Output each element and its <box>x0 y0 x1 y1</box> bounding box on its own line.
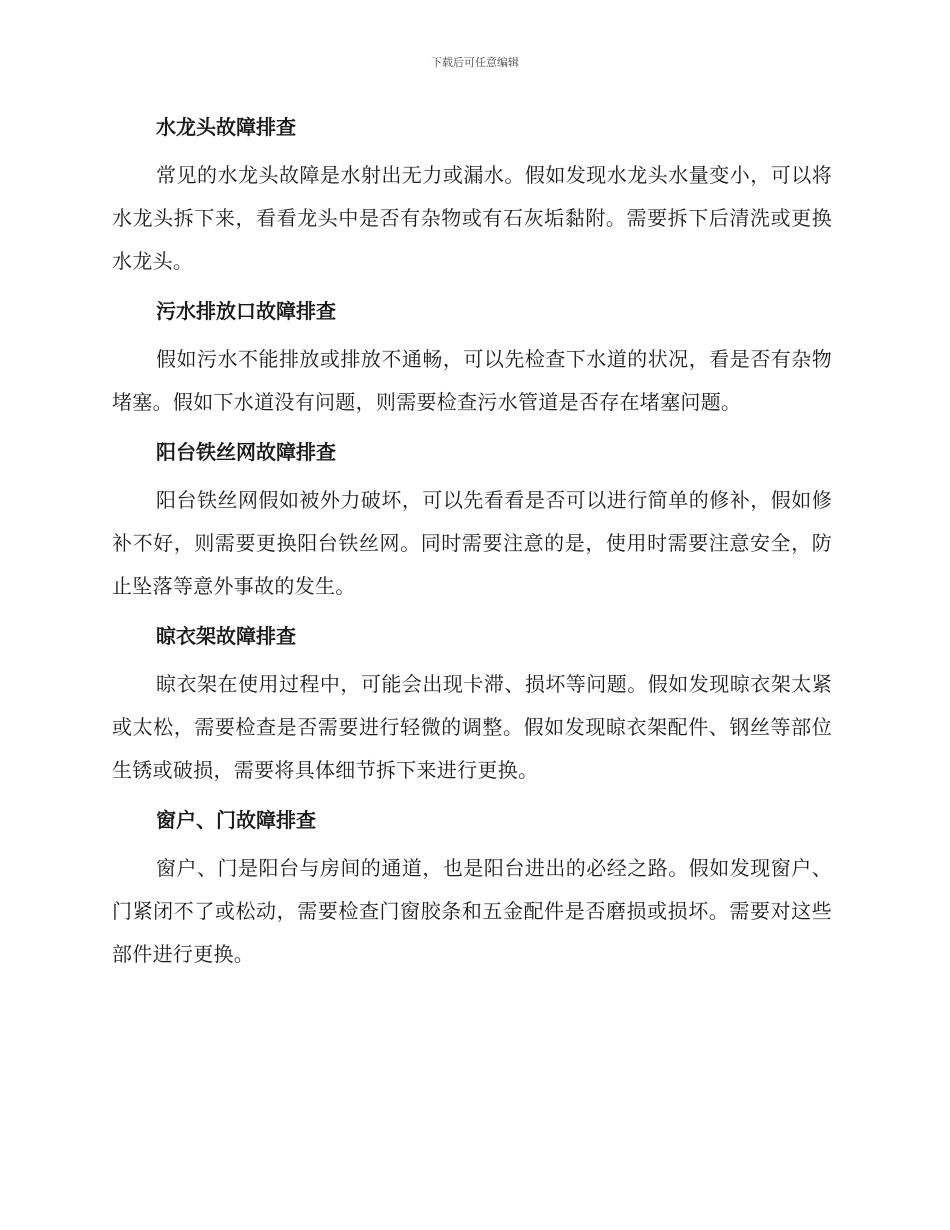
section-heading: 窗户、门故障排查 <box>156 808 316 832</box>
section-paragraph: 阳台铁丝网假如被外力破坏，可以先看看是否可以进行简单的修补，假如修补不好，则需要更换阳台铁丝网。同时需要注意的是，使用时需要注意安全，防止坠落等意外事故的发生。 <box>112 488 832 598</box>
section-paragraph: 假如污水不能排放或排放不通畅，可以先检查下水道的状况，看是否有杂物堵塞。假如下水道没有问题，则需要检查污水管道是否存在堵塞问题。 <box>112 347 832 414</box>
section-paragraph: 晾衣架在使用过程中，可能会出现卡滞、损坏等问题。假如发现晾衣架太紧或太松，需要检查是否需要进行轻微的调整。假如发现晾衣架配件、钢丝等部位生锈或破损，需要将具体细节拆下来进行更换。 <box>112 672 832 782</box>
section-heading: 污水排放口故障排查 <box>156 299 336 323</box>
section-heading: 晾衣架故障排查 <box>156 624 296 648</box>
section-drain <box>112 292 832 424</box>
section-paragraph: 窗户、门是阳台与房间的通道，也是阳台进出的必经之路。假如发现窗户、门紧闭不了或松动，需要检查门窗胶条和五金配件是否磨损或损坏。需要对这些部件进行更换。 <box>112 856 832 966</box>
section-clothes-rack <box>112 617 832 792</box>
document-body <box>112 108 832 985</box>
section-window-door <box>112 801 832 976</box>
section-heading: 阳台铁丝网故障排查 <box>156 440 336 464</box>
page-header-note: 下载后可任意编辑 <box>431 56 519 69</box>
section-faucet <box>112 108 832 283</box>
section-balcony-mesh <box>112 433 832 608</box>
section-heading: 水龙头故障排查 <box>156 115 296 139</box>
section-paragraph: 常见的水龙头故障是水射出无力或漏水。假如发现水龙头水量变小，可以将水龙头拆下来，看看龙头中是否有杂物或有石灰垢黏附。需要拆下后清洗或更换水龙头。 <box>112 163 832 273</box>
